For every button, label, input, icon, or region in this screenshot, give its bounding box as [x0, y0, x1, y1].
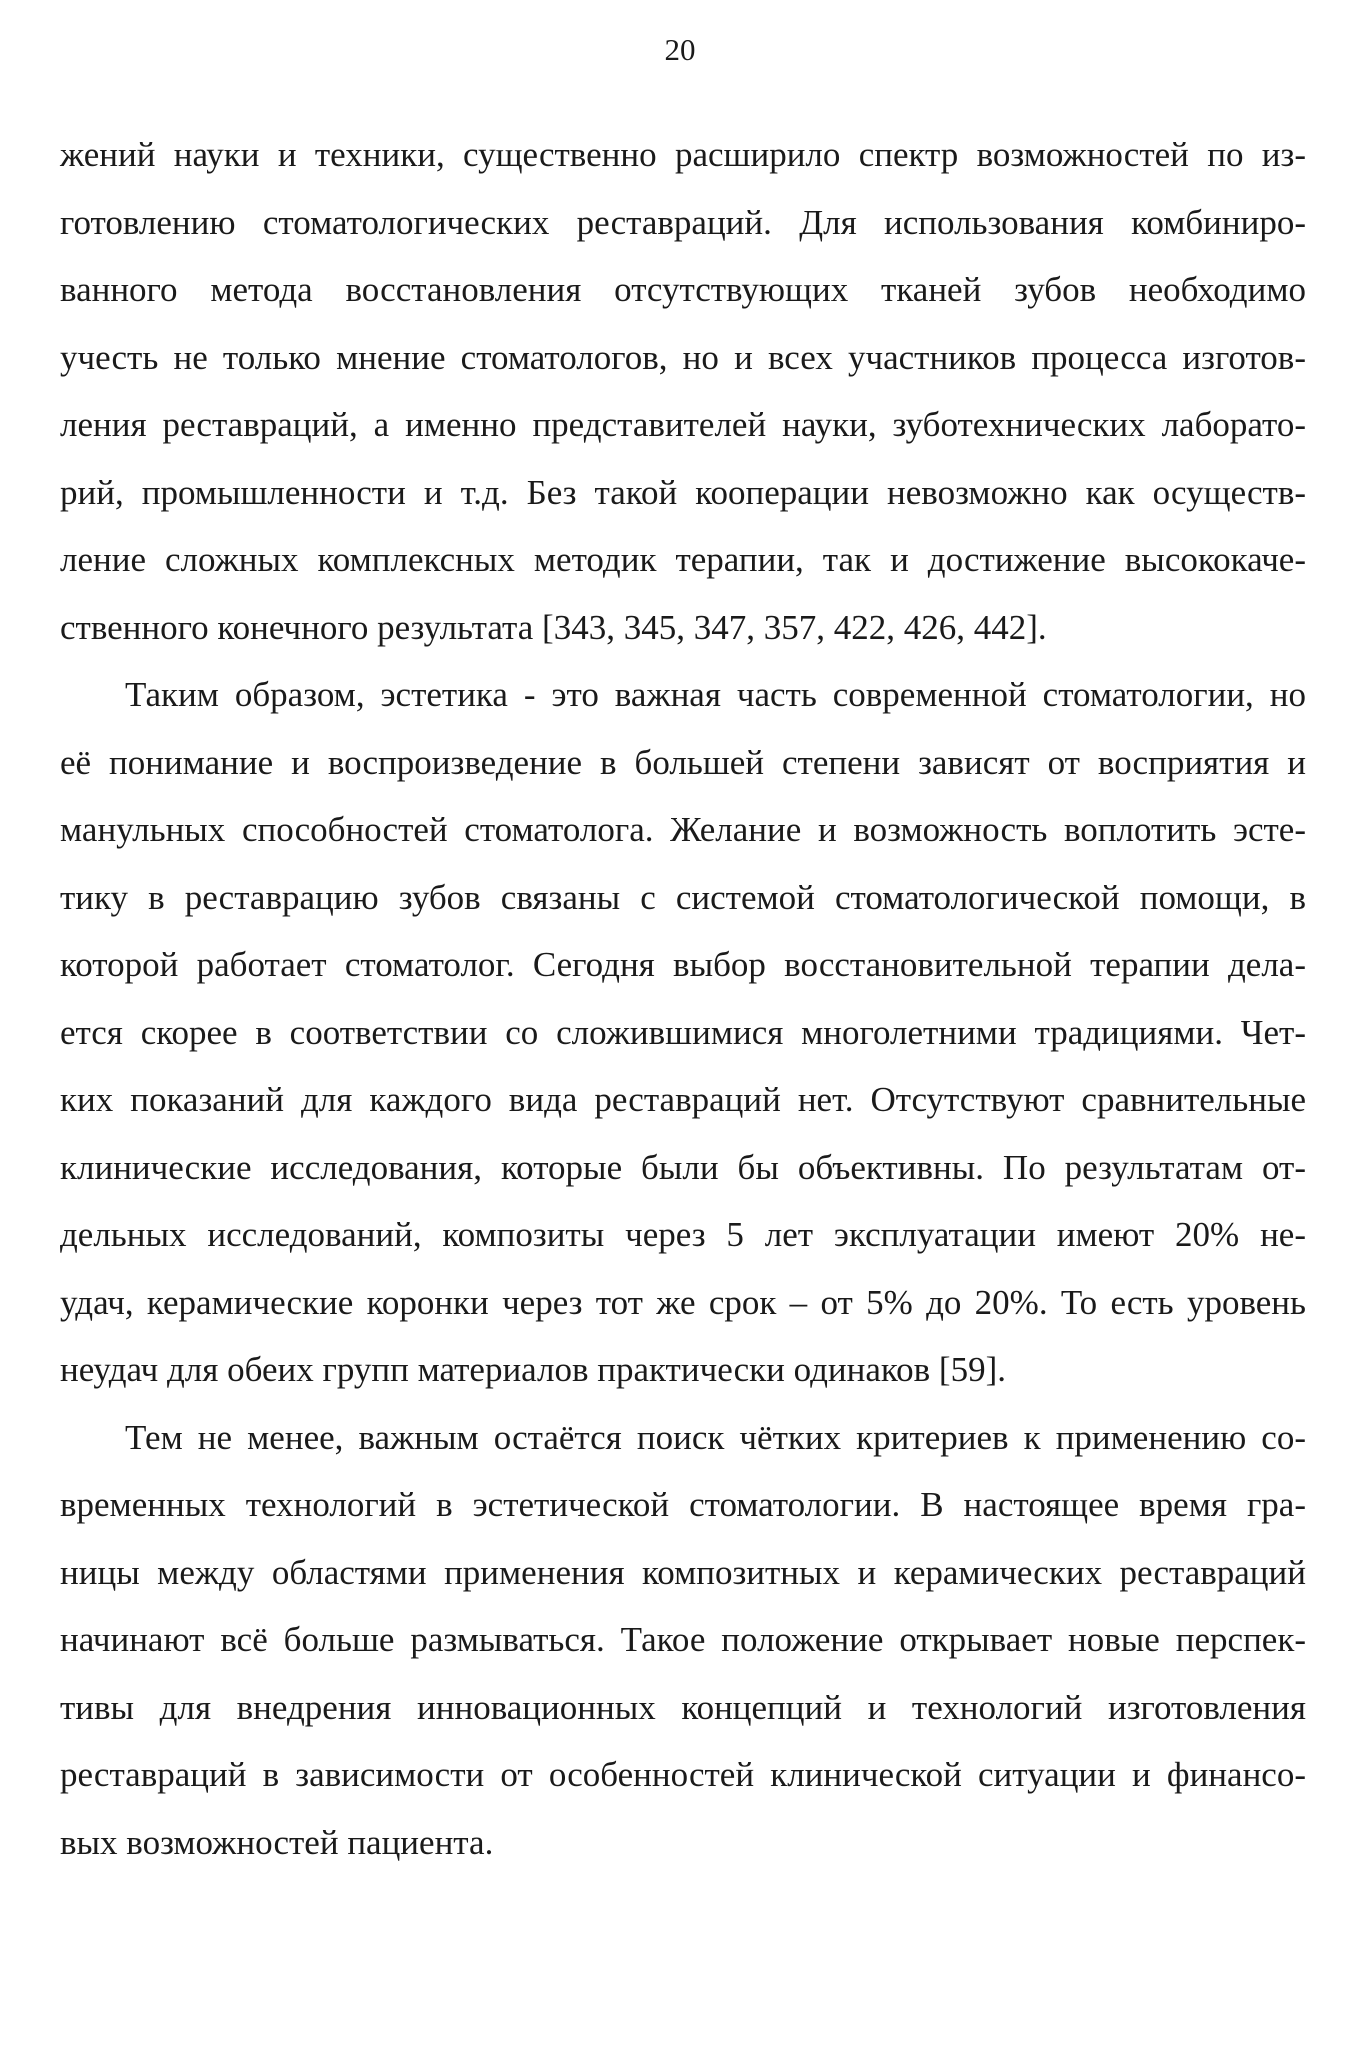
text-line: ких показаний для каждого вида реставраций нет. Отсутствуют сравнительные: [60, 1080, 1306, 1119]
text-line: тивы для внедрения инновационных концепций и технологий изготовления: [60, 1687, 1306, 1727]
paragraph: [60, 1404, 1306, 1877]
text-line: ется скорее в соответствии со сложившимися многолетними традициями. Чет-: [60, 1012, 1306, 1052]
text-line: учесть не только мнение стоматологов, но и всех участников процесса изготов-: [60, 337, 1306, 377]
text-line: ления реставраций, а именно представителей науки, зуботехнических лаборато-: [60, 405, 1306, 444]
text-line: которой работает стоматолог. Сегодня выбор восстановительной терапии дела-: [60, 945, 1306, 984]
text-line: тику в реставрацию зубов связаны с системой стоматологической помощи, в: [60, 877, 1306, 917]
text-line: готовлению стоматологических реставраций. Для использования комбиниро-: [60, 202, 1306, 242]
text-line: Тем не менее, важным остаётся поиск чётких критериев к применению со-: [125, 1417, 1306, 1457]
text-line: удач, керамические коронки через тот же срок – от 5% до 20%. То есть уровень: [60, 1282, 1306, 1322]
paragraph: [60, 121, 1306, 661]
text-line: дельных исследований, композиты через 5 лет эксплуатации имеют 20% не-: [60, 1215, 1306, 1254]
page-number: 20: [664, 32, 696, 67]
text-line: манульных способностей стоматолога. Желание и возможность воплотить эсте-: [60, 810, 1306, 849]
paragraph: [60, 661, 1306, 1404]
text-line: реставраций в зависимости от особенностей клинической ситуации и финансо-: [60, 1755, 1306, 1794]
text-line: неудач для обеих групп материалов практически одинаков [59].: [60, 1350, 1006, 1389]
text-line: ственного конечного результата [343, 345, 347, 357, 422, 426, 442].: [60, 607, 1047, 647]
text-line: начинают всё больше размываться. Такое положение открывает новые перспек-: [60, 1620, 1306, 1659]
text-line: её понимание и воспроизведение в большей степени зависят от восприятия и: [60, 742, 1306, 782]
text-line: Таким образом, эстетика - это важная часть современной стоматологии, но: [125, 675, 1306, 714]
text-line: клинические исследования, которые были бы объективны. По результатам от-: [60, 1147, 1306, 1187]
text-line: рий, промышленности и т.д. Без такой кооперации невозможно как осуществ-: [60, 472, 1306, 512]
body-text: [60, 121, 1306, 1876]
text-line: ление сложных комплексных методик терапии, так и достижение высококаче-: [60, 540, 1306, 579]
text-line: ницы между областями применения композитных и керамических реставраций: [60, 1552, 1306, 1592]
text-line: временных технологий в эстетической стоматологии. В настоящее время гра-: [60, 1485, 1306, 1524]
text-line: жений науки и техники, существенно расширило спектр возможностей по из-: [60, 135, 1306, 174]
text-line: ванного метода восстановления отсутствующих тканей зубов необходимо: [60, 270, 1306, 309]
text-line: вых возможностей пациента.: [60, 1822, 494, 1862]
